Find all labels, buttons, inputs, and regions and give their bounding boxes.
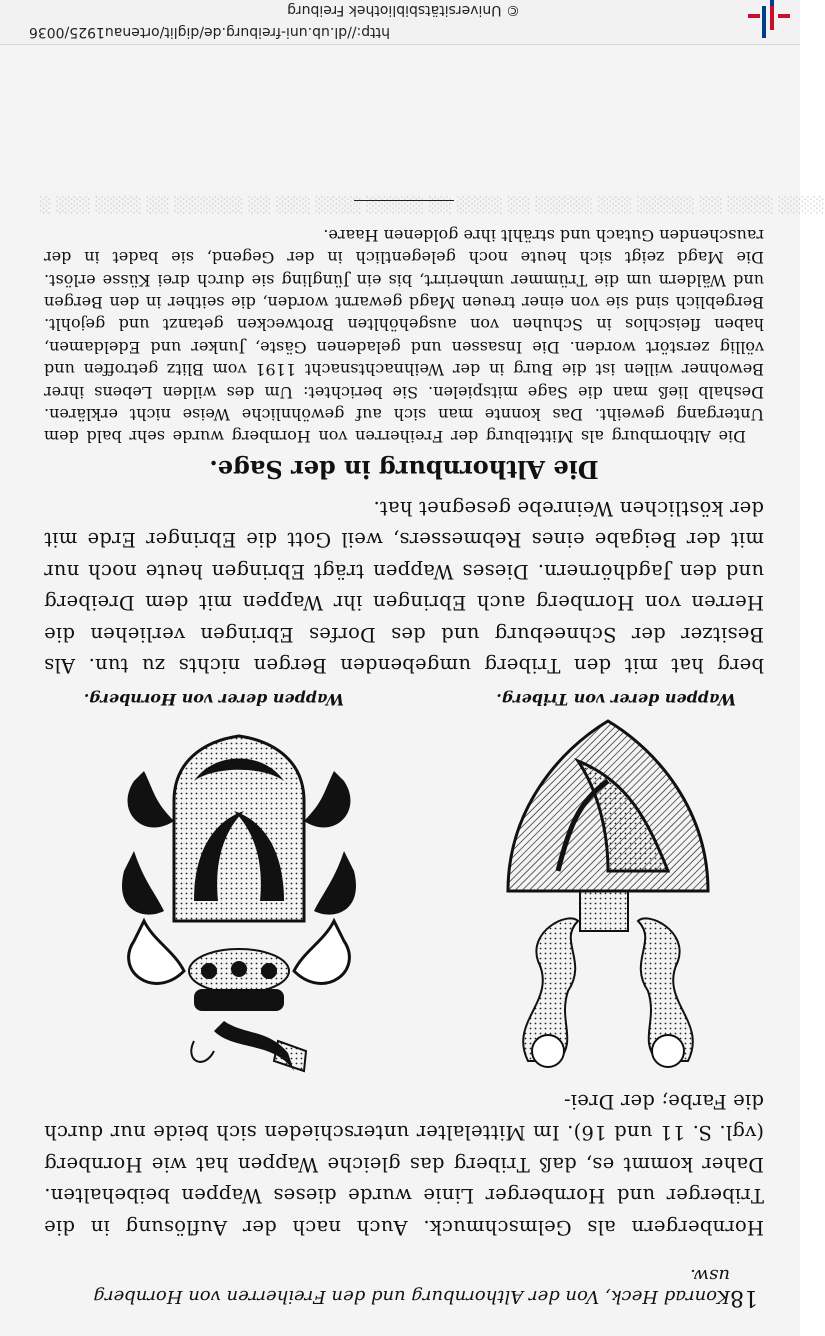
paragraph-3: Die Althornburg als Mittelburg der Freiherren von Hornberg wurde sehr bald dem Untergang geweiht. Das konnte man sich auf gewöhnliche Weise nicht erklären. Deshalb ließ man die Sage mitspielen. Sie berichtet: Um des wilden Lebens ihrer Bewohner willen ist die Burg in der Weihnachtsnacht 1191 vom Blitz getroffen und völlig zerstört worden. Die Insassen und geladenen Gäste, Junker und Edeldamen, haben fleischlos in Schuhen von ausgehöhlten Brotwecken getanzt und gejohlt. Bergeblich sind sie von einer treuen Magd gewarnt worden, die seither in den Bergen und Wäldern um die Trümmer umherirrt, bis ein Jüngling sie durch drei Küsse erlöst. Die Magd zeigt sich heute noch gelegentlich in der Gegend, sie badet in der rauschenden Gutach und strählt ihre goldenen Haare. (44, 225, 764, 447)
page-body (44, 200, 764, 1310)
caption-triberg: Wappen derer von Triberg. (496, 690, 736, 710)
triberg-coat-of-arms-icon (488, 720, 728, 1082)
caption-hornberg: Wappen derer von Hornberg. (83, 690, 344, 710)
scanned-page (0, 45, 825, 1336)
running-head: Konrad Heck, Von der Althornburg und den Freiherren von Hornberg usw. (93, 1265, 730, 1307)
copyright-notice: © Universitätsbibliothek Freiburg (287, 2, 520, 18)
bleed-through-texture: ░ ░░░ ░░░░ ░░ ░░░░░░ ░░ ░░░ ░░░░ ░░░░░ ░░ ░░░░ ░░ ░░░░░ ░░░ ░░░░░ ░░ ░░░░ ░░░░ (40, 196, 825, 214)
section-title: Die Althornburg in der Sage. (209, 455, 599, 485)
paragraph-1: Hornbergern als Gelmschmuck. Auch nach der Auflösung in die Triberger und Hornberger Linie wurde dieses Wappen beibehalten. Daher kommt es, daß Triberg das gleiche Wappen hat wie Hornberg (vgl. S. 11 und 16). Im Mittelalter unterschieden sich beide nur durch die Farbe; der Drei- (44, 1090, 764, 1239)
page-rotated-180 (0, 45, 825, 1336)
hornberg-coat-of-arms-icon (114, 720, 364, 1082)
running-header (50, 1265, 758, 1310)
closing-rule (354, 200, 454, 201)
document-url-link[interactable]: http://dl.ub.uni-freiburg.de/diglit/ortenau1925/0036 (28, 24, 390, 40)
viewer-toolbar (0, 0, 800, 45)
page-number: 18 (730, 1285, 758, 1310)
coat-of-arms-figures (44, 682, 764, 1082)
ub-freiburg-logo-icon (748, 0, 794, 40)
paragraph-2: berg hat mit den Triberg umgebenden Bergen nichts zu tun. Als Besitzer der Schneeburg und des Dorfes Ebringen verliehen die Herren von Hornberg auch Ebringen ihr Wappen mit dem Dreiberg und den Jagdhörnern. Dieses Wappen trägt Ebringen heute noch nur mit der Beigabe eines Rebmessers, weil Gott die Ebringer Erde mit der köstlichen Weinrebe gesegnet hat. (44, 497, 764, 678)
